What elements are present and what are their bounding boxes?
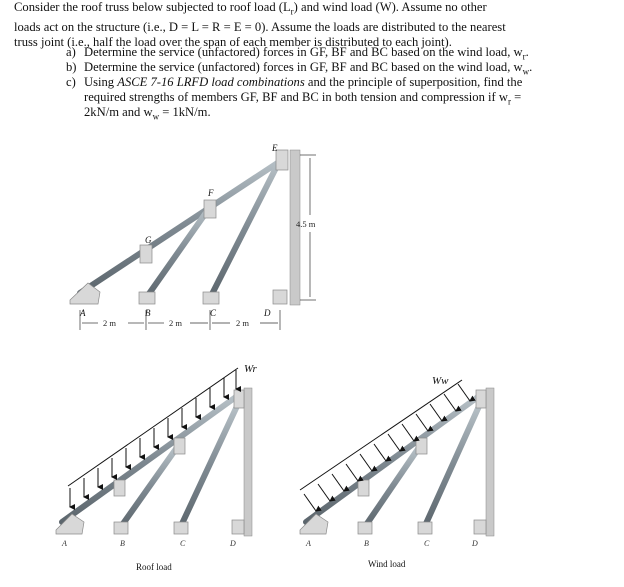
member-ce xyxy=(210,160,280,298)
roof-joint-b: B xyxy=(120,539,125,548)
part-a: a) Determine the service (unfactored) forces in GF, BF and BC based on the wind load, $w_r$. xyxy=(66,45,529,62)
wall-roof xyxy=(244,388,252,536)
roof-load-truss xyxy=(56,363,258,572)
gusset-d xyxy=(273,290,287,304)
joint-label-d: D xyxy=(264,308,271,318)
joint-label-c: C xyxy=(210,308,217,318)
part-c: c) Using ASCE 7-16 LRFD load combinations and the principle of superposition, find the xyxy=(66,75,523,89)
member-bf xyxy=(146,207,210,298)
wind-joint-a: A xyxy=(306,539,311,548)
wind-load-label: Ww xyxy=(432,375,449,387)
gusset-f xyxy=(204,200,216,218)
roof-load-caption: Roof load xyxy=(136,562,172,572)
joint-label-g: G xyxy=(145,235,152,245)
member-top-chord xyxy=(80,158,285,293)
roof-joint-a: A xyxy=(62,539,67,548)
roof-load-label: Wr xyxy=(244,363,257,375)
wind-load-truss xyxy=(300,375,494,569)
gusset-c xyxy=(203,292,219,304)
span-label-3: 2 m xyxy=(236,318,249,328)
roof-joint-c: C xyxy=(180,539,186,548)
wind-load-arrows xyxy=(300,380,470,511)
main-truss xyxy=(70,143,316,330)
height-label: 4.5 m xyxy=(296,219,316,229)
intro-line-2: loads act on the structure (i.e., D = L = R = E = 0). Assume the loads are distributed to the nearest xyxy=(14,19,506,34)
span-label-1: 2 m xyxy=(103,318,116,328)
problem-intro: Consider the roof truss below subjected to roof load $(L_r)$ and wind load (W). Assume no other loads act on the structure (i.e., D = L = R = E = 0). Assume the loads are distributed to the nearest truss joint (i.e., half the load over the span of each member is distributed to each joint). xyxy=(14,0,614,50)
members xyxy=(80,158,285,298)
intro-line-3: truss joint (i.e., half the load over the span of each member is distributed to each joint). xyxy=(14,34,452,49)
part-c-line3: 2kN/m and $w_w = 1kN/m$. xyxy=(84,105,211,122)
gusset-b xyxy=(139,292,155,304)
gusset-e xyxy=(276,150,288,170)
part-c-line2: required strengths of members GF, BF and BC in both tension and compression if $w_r$ = xyxy=(84,90,522,107)
joint-label-a: A xyxy=(80,308,86,318)
wall-wind xyxy=(486,388,494,536)
span-label-2: 2 m xyxy=(169,318,182,328)
joint-label-f: F xyxy=(208,188,214,198)
wind-joint-b: B xyxy=(364,539,369,548)
part-b: b) Determine the service (unfactored) forces in GF, BF and BC based on the wind load, $w_w$. xyxy=(66,60,533,77)
wind-joint-c: C xyxy=(424,539,430,548)
gusset-g xyxy=(140,245,152,263)
wind-joint-d: D xyxy=(472,539,478,548)
wind-load-caption: Wind load xyxy=(368,559,406,569)
joint-label-e: E xyxy=(272,143,278,153)
joint-label-b: B xyxy=(145,308,151,318)
roof-joint-d: D xyxy=(230,539,236,548)
